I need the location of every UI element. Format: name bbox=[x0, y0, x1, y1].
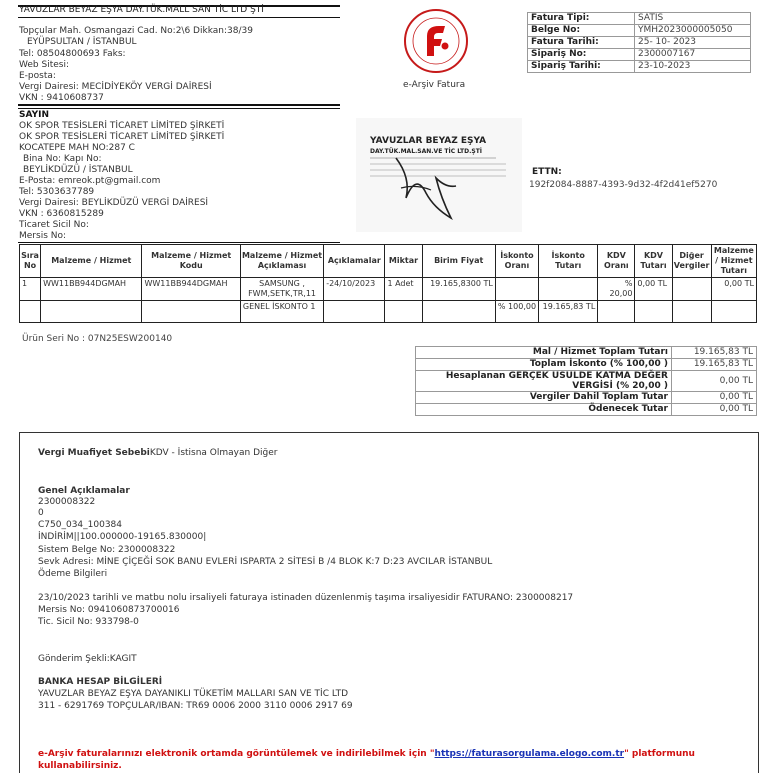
cell-empty bbox=[711, 301, 756, 323]
footer-link[interactable]: https://faturasorgulama.elogo.com.tr bbox=[434, 749, 625, 759]
cell-item: WW11BB944DGMAH bbox=[41, 278, 142, 301]
col-header: Açıklamalar bbox=[324, 245, 385, 278]
totals-row bbox=[416, 392, 757, 404]
cell-seq: 1 bbox=[20, 278, 41, 301]
totals-row bbox=[416, 404, 757, 416]
meta-label: Fatura Tipi: bbox=[528, 13, 635, 25]
buyer-mersis: Mersis No: bbox=[19, 231, 67, 241]
cell-vat-rate: % 20,00 bbox=[598, 278, 635, 301]
exemption-line bbox=[38, 448, 277, 459]
totals-value: 19.165,83 TL bbox=[672, 359, 757, 371]
cell-code: WW11BB944DGMAH bbox=[142, 278, 240, 301]
meta-row bbox=[528, 25, 751, 37]
col-header: Malzeme / Hizmet bbox=[41, 245, 142, 278]
seller-address2: EYÜPSULTAN / İSTANBUL bbox=[27, 37, 137, 47]
exemption-label: Vergi Muafiyet Sebebi bbox=[38, 448, 150, 458]
general-line: İNDİRİM||100.000000-19165.830000| bbox=[38, 532, 207, 542]
meta-value: 25- 10- 2023 bbox=[635, 37, 751, 49]
invoice-meta-table bbox=[527, 12, 751, 73]
col-header: KDV Oranı bbox=[598, 245, 635, 278]
e-arsiv-caption: e-Arşiv Fatura bbox=[403, 80, 466, 90]
totals-value: 0,00 TL bbox=[672, 371, 757, 392]
buyer-name1: OK SPOR TESİSLERİ TİCARET LİMİTED ŞİRKETİ bbox=[19, 121, 225, 131]
bank-heading: BANKA HESAP BİLGİLERİ bbox=[38, 677, 163, 687]
table-row bbox=[20, 278, 757, 301]
totals-label: Mal / Hizmet Toplam Tutarı bbox=[416, 347, 672, 359]
exemption-value: KDV - İstisna Olmayan Diğer bbox=[149, 448, 278, 458]
table-row bbox=[20, 301, 757, 323]
totals-label: Hesaplanan GERÇEK USULDE KATMA DEĞER VERGİSİ (% 20,00 ) bbox=[416, 371, 672, 392]
cell-discount-desc: GENEL İSKONTO 1 bbox=[240, 301, 323, 323]
meta-row bbox=[528, 61, 751, 73]
col-header: Miktar bbox=[385, 245, 422, 278]
items-table bbox=[19, 244, 757, 323]
meta-label: Sipariş No: bbox=[528, 49, 635, 61]
ettn-label: ETTN: bbox=[532, 167, 562, 177]
seller-address1: Topçular Mah. Osmangazi Cad. No:2\6 Dikkan:38/39 bbox=[19, 26, 253, 36]
seller-rule bbox=[18, 17, 340, 18]
col-header: İskonto Tutarı bbox=[539, 245, 598, 278]
meta-label: Sipariş Tarihi: bbox=[528, 61, 635, 73]
seller-web: Web Sitesi: bbox=[19, 60, 69, 70]
col-header: İskonto Oranı bbox=[495, 245, 538, 278]
buyer-address1: KOCATEPE MAH NO:287 C bbox=[19, 143, 135, 153]
totals-label: Toplam İskonto (% 100,00 ) bbox=[416, 359, 672, 371]
cell-empty bbox=[422, 301, 495, 323]
buyer-address3: BEYLİKDÜZÜ / İSTANBUL bbox=[23, 165, 133, 175]
cell-empty bbox=[598, 301, 635, 323]
totals-label: Ödenecek Tutar bbox=[416, 404, 672, 416]
cell-qty: 1 Adet bbox=[385, 278, 422, 301]
cell-empty bbox=[20, 301, 41, 323]
cell-empty bbox=[41, 301, 142, 323]
col-header: Malzeme / Hizmet Tutarı bbox=[711, 245, 756, 278]
cell-empty bbox=[142, 301, 240, 323]
col-header: Sıra No bbox=[20, 245, 41, 278]
general-heading: Genel Açıklamalar bbox=[38, 486, 130, 496]
col-header: Malzeme / Hizmet Kodu bbox=[142, 245, 240, 278]
bank-line2: 311 - 6291769 TOPÇULAR/IBAN: TR69 0006 2000 3110 0006 2917 69 bbox=[38, 701, 353, 711]
cell-disc-amount bbox=[539, 278, 598, 301]
general-line: Sistem Belge No: 2300008322 bbox=[38, 545, 176, 555]
company-stamp bbox=[356, 118, 522, 232]
items-header-row bbox=[20, 245, 757, 278]
seller-tax-office: Vergi Dairesi: MECİDİYEKÖY VERGİ DAİRESİ bbox=[19, 82, 212, 92]
footer-text: e-Arşiv faturalarınızı elektronik ortamda görüntülemek ve indirilebilmek için " bbox=[38, 749, 435, 759]
seller-bottom-rule bbox=[18, 104, 340, 106]
meta-value: SATIS bbox=[635, 13, 751, 25]
col-header: Birim Fiyat bbox=[422, 245, 495, 278]
meta-row bbox=[528, 49, 751, 61]
col-header: Malzeme / Hizmet Açıklaması bbox=[240, 245, 323, 278]
totals-value: 19.165,83 TL bbox=[672, 347, 757, 359]
totals-table bbox=[415, 346, 757, 416]
general-line: Sevk Adresi: MİNE ÇİÇEĞİ SOK BANU EVLERİ ISPARTA 2 SİTESİ B /4 BLOK K:7 D:23 AVCILAR İSTANBUL bbox=[38, 557, 493, 567]
cell-empty bbox=[635, 301, 672, 323]
cell-discount-rate: % 100,00 bbox=[495, 301, 538, 323]
footer-line2: kullanabilirsiniz. bbox=[38, 761, 122, 771]
product-serial: Ürün Seri No : 07N25ESW200140 bbox=[22, 334, 173, 344]
waybill-line: 23/10/2023 tarihli ve matbu nolu irsaliyeli faturaya istinaden düzenlenmiş taşıma irsaliyesidir FATURANO: 2300008217 bbox=[38, 593, 574, 603]
totals-row bbox=[416, 359, 757, 371]
buyer-address2: Bina No: Kapı No: bbox=[23, 154, 102, 164]
footer-line bbox=[38, 749, 695, 760]
trade-reg-line: Tic. Sicil No: 933798-0 bbox=[38, 617, 139, 627]
cell-unit-price: 19.165,8300 TL bbox=[422, 278, 495, 301]
bank-line1: YAVUZLAR BEYAZ EŞYA DAYANIKLI TÜKETİM MALLARI SAN VE TİC LTD bbox=[38, 689, 349, 699]
col-header: KDV Tutarı bbox=[635, 245, 672, 278]
buyer-vkn: VKN : 6360815289 bbox=[19, 209, 104, 219]
totals-row bbox=[416, 371, 757, 392]
cell-vat-amount: 0,00 TL bbox=[635, 278, 672, 301]
gib-logo-icon bbox=[403, 8, 469, 74]
meta-value: 23-10-2023 bbox=[635, 61, 751, 73]
cell-disc-rate bbox=[495, 278, 538, 301]
general-line: Ödeme Bilgileri bbox=[38, 569, 108, 579]
cell-desc: SAMSUNG , FWM,SETK,TR,11 bbox=[240, 278, 323, 301]
seller-name: YAVUZLAR BEYAZ EŞYA DAY.TÜK.MALL SAN TİC LTD ŞTİ bbox=[19, 5, 264, 15]
cell-total: 0,00 TL bbox=[711, 278, 756, 301]
totals-row bbox=[416, 347, 757, 359]
general-line: 2300008322 bbox=[38, 497, 96, 507]
totals-value: 0,00 TL bbox=[672, 392, 757, 404]
meta-label: Fatura Tarihi: bbox=[528, 37, 635, 49]
meta-row bbox=[528, 13, 751, 25]
meta-label: Belge No: bbox=[528, 25, 635, 37]
signature-icon bbox=[356, 118, 522, 232]
seller-email: E-posta: bbox=[19, 71, 56, 81]
general-line: 0 bbox=[38, 508, 44, 518]
totals-label: Vergiler Dahil Toplam Tutar bbox=[416, 392, 672, 404]
cell-empty bbox=[672, 301, 711, 323]
cell-discount-amount: 19.165,83 TL bbox=[539, 301, 598, 323]
col-header: Diğer Vergiler bbox=[672, 245, 711, 278]
seller-vkn: VKN : 9410608737 bbox=[19, 93, 104, 103]
meta-value: 2300007167 bbox=[635, 49, 751, 61]
stamp-line2: DAY.TÜK.MAL.SAN.VE TİC LTD.ŞTİ bbox=[370, 148, 483, 155]
buyer-top-rule bbox=[18, 108, 340, 109]
general-line: C750_034_100384 bbox=[38, 520, 122, 530]
meta-value: YMH2023000005050 bbox=[635, 25, 751, 37]
cell-note: -24/10/2023 bbox=[324, 278, 385, 301]
mersis-line: Mersis No: 0941060873700016 bbox=[38, 605, 180, 615]
buyer-phone: Tel: 5303637789 bbox=[19, 187, 95, 197]
cell-empty bbox=[385, 301, 422, 323]
buyer-name2: OK SPOR TESİSLERİ TİCARET LİMİTED ŞİRKETİ bbox=[19, 132, 225, 142]
buyer-trade-reg: Ticaret Sicil No: bbox=[19, 220, 89, 230]
footer-text-post: " platformunu bbox=[624, 749, 695, 759]
seller-phone: Tel: 08504800693 Faks: bbox=[19, 49, 126, 59]
meta-row bbox=[528, 37, 751, 49]
stamp-line1: YAVUZLAR BEYAZ EŞYA bbox=[370, 136, 487, 146]
cell-other-tax bbox=[672, 278, 711, 301]
cell-empty bbox=[324, 301, 385, 323]
buyer-email: E-Posta: emreok.pt@gmail.com bbox=[19, 176, 161, 186]
shipping-line: Gönderim Şekli:KAGIT bbox=[38, 654, 137, 664]
totals-value: 0,00 TL bbox=[672, 404, 757, 416]
buyer-bottom-rule bbox=[18, 242, 340, 243]
buyer-heading: SAYIN bbox=[19, 110, 49, 120]
ettn-value: 192f2084-8887-4393-9d32-4f2d41ef5270 bbox=[529, 180, 718, 190]
buyer-tax-office: Vergi Dairesi: BEYLİKDÜZÜ VERGİ DAİRESİ bbox=[19, 198, 209, 208]
